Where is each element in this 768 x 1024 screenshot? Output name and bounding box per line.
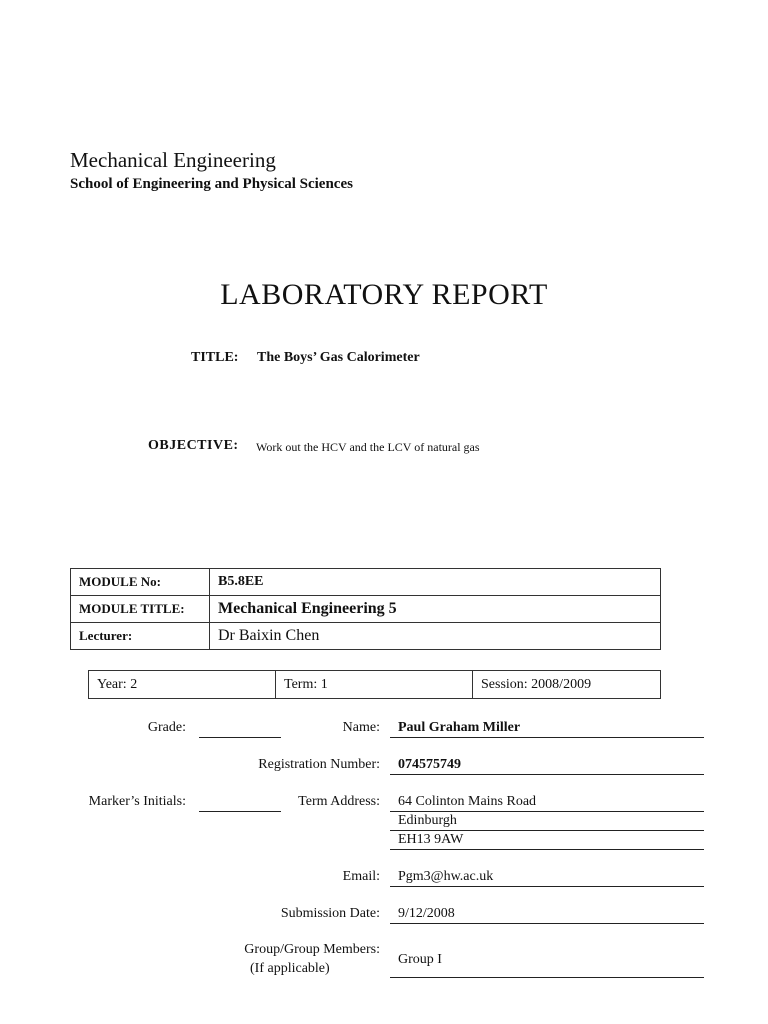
objective-label: OBJECTIVE:: [148, 438, 239, 453]
department-name: Mechanical Engineering: [70, 148, 276, 172]
lecturer-value: Dr Baixin Chen: [210, 623, 661, 650]
session-cell: Session: 2008/2009: [473, 671, 661, 699]
address-line-3-field[interactable]: [390, 849, 704, 850]
module-title-label: MODULE TITLE:: [71, 596, 210, 623]
submission-date-value: 9/12/2008: [398, 906, 455, 921]
objective-value: Work out the HCV and the LCV of natural gas: [256, 440, 480, 454]
registration-field[interactable]: [390, 774, 704, 775]
group-value: Group I: [398, 952, 442, 967]
title-label: TITLE:: [191, 350, 239, 365]
address-line-1: 64 Colinton Mains Road: [398, 794, 537, 809]
report-heading: LABORATORY REPORT: [220, 278, 548, 311]
year-cell: Year: 2: [89, 671, 276, 699]
submission-date-field[interactable]: [390, 923, 704, 924]
module-table: [70, 568, 661, 650]
table-row: [71, 623, 661, 650]
group-label: Group/Group Members:: [244, 942, 380, 957]
lecturer-label: Lecturer:: [71, 623, 210, 650]
markers-initials-label: Marker’s Initials:: [88, 794, 186, 809]
table-row: [89, 671, 661, 699]
grade-label: Grade:: [147, 720, 186, 735]
submission-date-label: Submission Date:: [280, 906, 380, 921]
term-address-label: Term Address:: [298, 794, 380, 809]
address-line-1-field[interactable]: [390, 811, 704, 812]
address-line-2-field[interactable]: [390, 830, 704, 831]
name-value: Paul Graham Miller: [398, 720, 521, 735]
registration-label: Registration Number:: [258, 757, 380, 772]
markers-initials-field[interactable]: [199, 811, 281, 812]
grade-field[interactable]: [199, 737, 281, 738]
school-name: School of Engineering and Physical Sciences: [70, 176, 353, 192]
table-row: [71, 596, 661, 623]
group-field[interactable]: [390, 977, 704, 978]
group-sub-label: (If applicable): [250, 961, 330, 976]
module-title-value: Mechanical Engineering 5: [210, 596, 661, 623]
email-label: Email:: [342, 869, 380, 884]
module-number-value: B5.8EE: [210, 569, 661, 596]
address-line-2: Edinburgh: [398, 813, 457, 828]
table-row: [71, 569, 661, 596]
email-value: Pgm3@hw.ac.uk: [398, 869, 494, 884]
name-field[interactable]: [390, 737, 704, 738]
email-field[interactable]: [390, 886, 704, 887]
address-line-3: EH13 9AW: [398, 832, 464, 847]
term-cell: Term: 1: [276, 671, 473, 699]
module-number-label: MODULE No:: [71, 569, 210, 596]
session-table: [88, 670, 661, 699]
title-value: The Boys’ Gas Calorimeter: [257, 350, 420, 365]
name-label: Name:: [342, 720, 380, 735]
registration-value: 074575749: [398, 757, 461, 772]
